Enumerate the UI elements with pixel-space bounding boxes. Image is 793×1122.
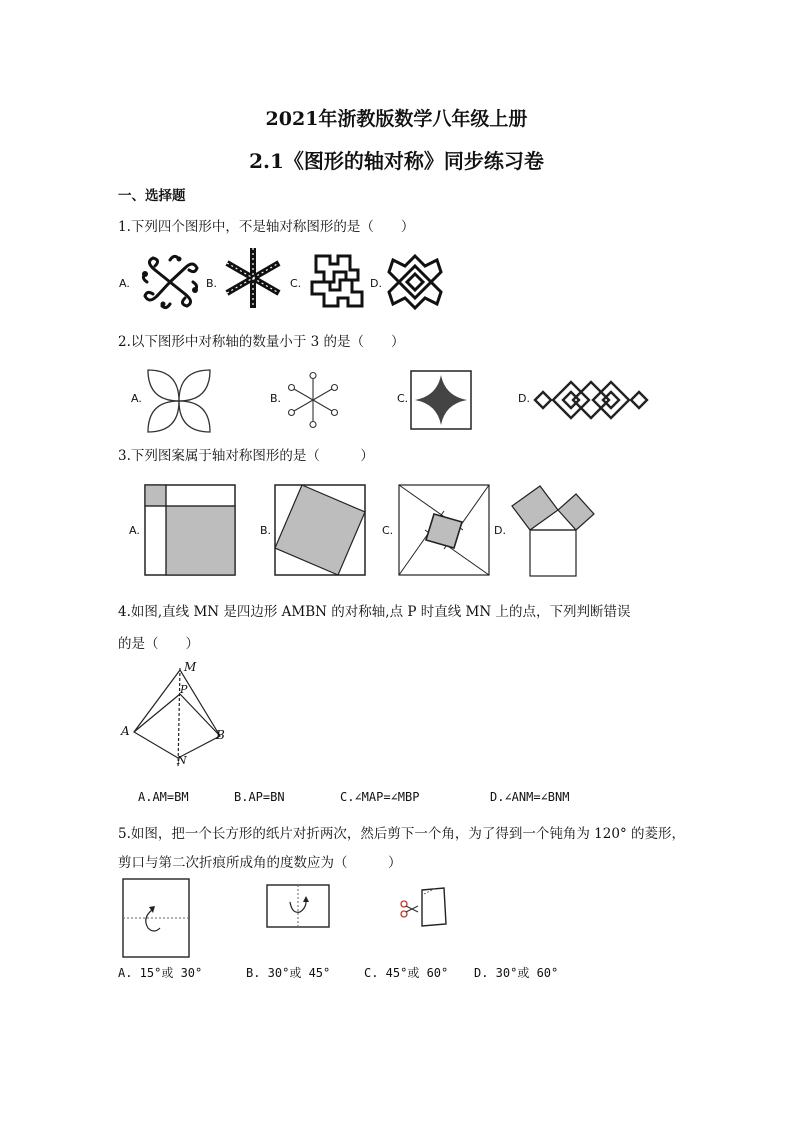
q1-figure-c-interlock-pattern [306, 252, 368, 310]
q5-figure-cut-corner [396, 884, 450, 928]
page-title: 2021年浙教版数学八年级上册 [265, 108, 528, 130]
q5-option-d: D. 30°或 60° [474, 966, 559, 980]
q5-option-a: A. 15°或 30° [118, 966, 203, 980]
page-subtitle: 2.1《图形的轴对称》同步练习卷 [249, 149, 544, 173]
question-5-stem-line-1: 5.如图，把一个长方形的纸片对折两次，然后剪下一个角，为了得到一个钝角为 120° 的菱形， [118, 826, 685, 842]
q2-label-c: C. [397, 392, 409, 405]
q1-figure-a-swirl-pattern [135, 252, 205, 312]
q1-label-c: C. [290, 277, 302, 290]
q2-label-b: B. [270, 392, 282, 405]
q3-figure-c-pinwheel-square [398, 484, 490, 576]
q3-figure-b-tilted-square [274, 484, 366, 576]
q2-figure-c-curved-star-in-square [410, 370, 472, 430]
q5-option-b: B. 30°或 45° [246, 966, 331, 980]
q2-figure-a-four-petal-flower [146, 368, 212, 434]
q4-point-b-label: B [216, 728, 225, 742]
q3-label-a: A. [129, 524, 140, 537]
question-4-stem-line-2: 的是（ ） [118, 636, 199, 652]
question-1-stem: 1.下列四个图形中，不是轴对称图形的是（ ） [118, 219, 415, 235]
q1-figure-b-snowflake [222, 246, 284, 310]
q4-point-a-label: A [121, 724, 130, 738]
question-4-stem-line-1: 4.如图,直线 MN 是四边形 AMBN 的对称轴,点 P 时直线 MN 上的点，下列判断错误 [118, 604, 631, 620]
q2-figure-b-star-of-circles [285, 372, 341, 428]
q4-option-a: A.AM=BM [138, 790, 189, 804]
q1-label-a: A. [119, 277, 130, 290]
q3-label-d: D. [494, 524, 506, 537]
scissors-icon [401, 901, 418, 917]
q4-option-b: B.AP=BN [234, 790, 285, 804]
question-2-stem: 2.以下图形中对称轴的数量小于 3 的是（ ） [118, 334, 405, 350]
q4-option-d: D.∠ANM=∠BNM [490, 790, 570, 804]
question-3-stem: 3.下列图案属于轴对称图形的是（ ） [118, 448, 374, 464]
q1-figure-d-knot-pattern [385, 252, 445, 312]
q5-figure-first-fold [122, 878, 190, 958]
q4-point-p-label: P [180, 683, 188, 696]
q4-point-m-label: M [184, 660, 197, 674]
q3-label-c: C. [382, 524, 394, 537]
q4-figure-kite-amb-n [116, 660, 236, 772]
q5-option-c: C. 45°或 60° [364, 966, 449, 980]
q3-label-b: B. [260, 524, 272, 537]
section-heading: 一、选择题 [118, 188, 186, 204]
q1-label-b: B. [206, 277, 218, 290]
q2-label-a: A. [131, 392, 142, 405]
question-5-stem-line-2: 剪口与第二次折痕所成角的度数应为（ ） [118, 855, 402, 871]
q3-figure-a-squares-in-square [144, 484, 236, 576]
q2-figure-d-diamond-chain [533, 378, 649, 422]
q4-point-n-label: N [177, 754, 187, 767]
q2-label-d: D. [518, 392, 530, 405]
q5-figure-second-fold [266, 884, 330, 928]
q4-option-c: C.∠MAP=∠MBP [340, 790, 420, 804]
q1-label-d: D. [370, 277, 382, 290]
q3-figure-d-pythagoras-squares [508, 484, 612, 578]
